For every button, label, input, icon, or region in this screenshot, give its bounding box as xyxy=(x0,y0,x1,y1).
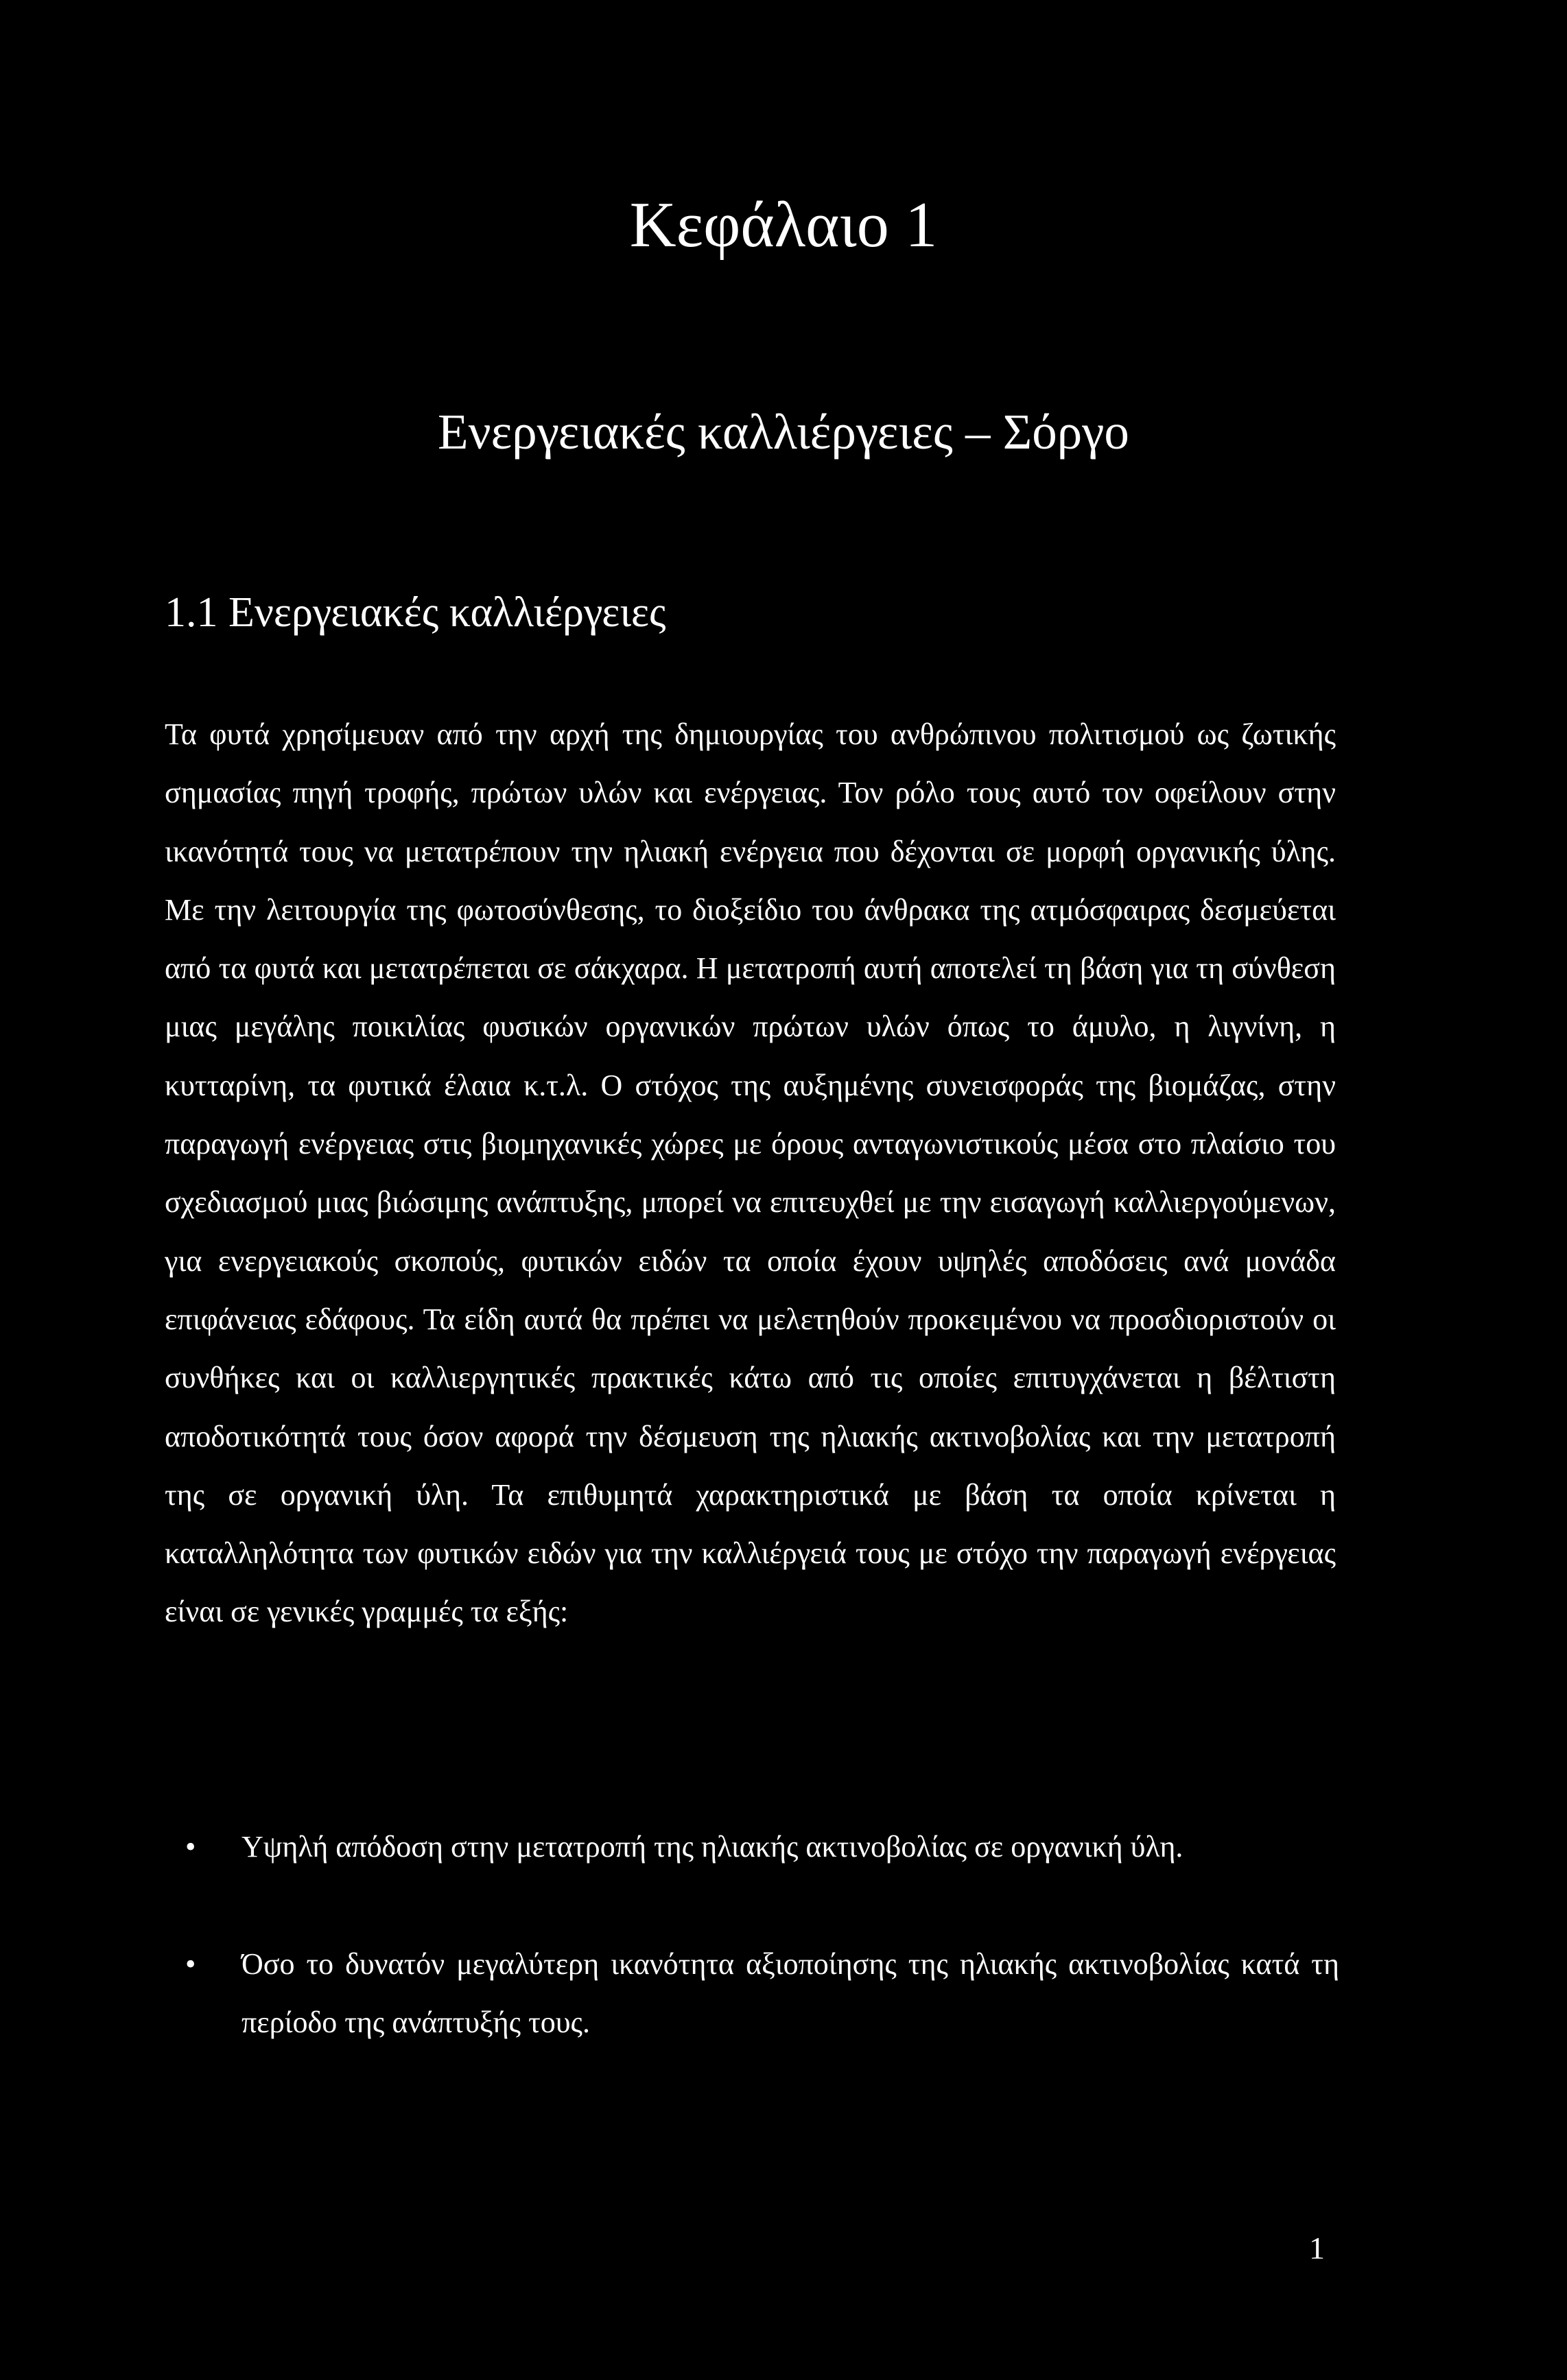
body-paragraph: Τα φυτά χρησίμευαν από την αρχή της δημιουργίας του ανθρώπινου πολιτισμού ως ζωτικής σημασίας πηγή τροφής, πρώτων υλών και ενέργειας. Τον ρόλο τους αυτό τον οφείλουν στην ικανότητά τους να μετατρέπουν την ηλιακή ενέργεια που δέχονται σε μορφή οργανικής ύλης. Με την λειτουργία της φωτοσύνθεσης, το διοξείδιο του άνθρακα της ατμόσφαιρας δεσμεύεται από τα φυτά και μετατρέπεται σε σάκχαρα. Η μετατροπή αυτή αποτελεί τη βάση για τη σύνθεση μιας μεγάλης ποικιλίας φυσικών οργανικών πρώτων υλών όπως το άμυλο, η λιγνίνη, η κυτταρίνη, τα φυτικά έλαια κ.τ.λ. Ο στόχος της αυξημένης συνεισφοράς της βιομάζας, στην παραγωγή ενέργειας στις βιομηχανικές χώρες με όρους ανταγωνιστικούς μέσα στο πλαίσιο του σχεδιασμού μιας βιώσιμης ανάπτυξης, μπορεί να επιτευχθεί με την εισαγωγή καλλιεργούμενων, για ενεργειακούς σκοπούς, φυτικών ειδών τα οποία έχουν υψηλές αποδόσεις ανά μονάδα επιφάνειας εδάφους. Τα είδη αυτά θα πρέπει να μελετηθούν προκειμένου να προσδιοριστούν οι συνθήκες και οι καλλιεργητικές πρακτικές κάτω από τις οποίες επιτυγχάνεται η βέλτιστη αποδοτικότητά τους όσον αφορά την δέσμευση της ηλιακής ακτινοβολίας και την μετατροπή της σε οργανική ύλη. Τα επιθυμητά χαρακτηριστικά με βάση τα οποία κρίνεται η καταλληλότητα των φυτικών ειδών για την καλλιέργειά τους με στόχο την παραγωγή ενέργειας είναι σε γενικές γραμμές τα εξής: xyxy=(165,717,1336,1629)
page-number: 1 xyxy=(1309,2230,1325,2265)
bullet-text: Όσο το δυνατόν μεγαλύτερη ικανότητα αξιοποίησης της ηλιακής ακτινοβολίας κατά τη περίοδο της ανάπτυξής τους. xyxy=(241,1947,1339,2039)
bullet-marker: • xyxy=(185,1947,196,1981)
chapter-title: Κεφάλαιο 1 xyxy=(629,189,938,261)
bullet-marker: • xyxy=(185,1830,196,1864)
section-heading: 1.1 Ενεργειακές καλλιέργειες xyxy=(165,589,666,636)
chapter-subtitle: Ενεργειακές καλλιέργειες – Σόργο xyxy=(438,404,1129,460)
bullet-text: Υψηλή απόδοση στην μετατροπή της ηλιακής ακτινοβολίας σε οργανική ύλη. xyxy=(241,1830,1183,1864)
